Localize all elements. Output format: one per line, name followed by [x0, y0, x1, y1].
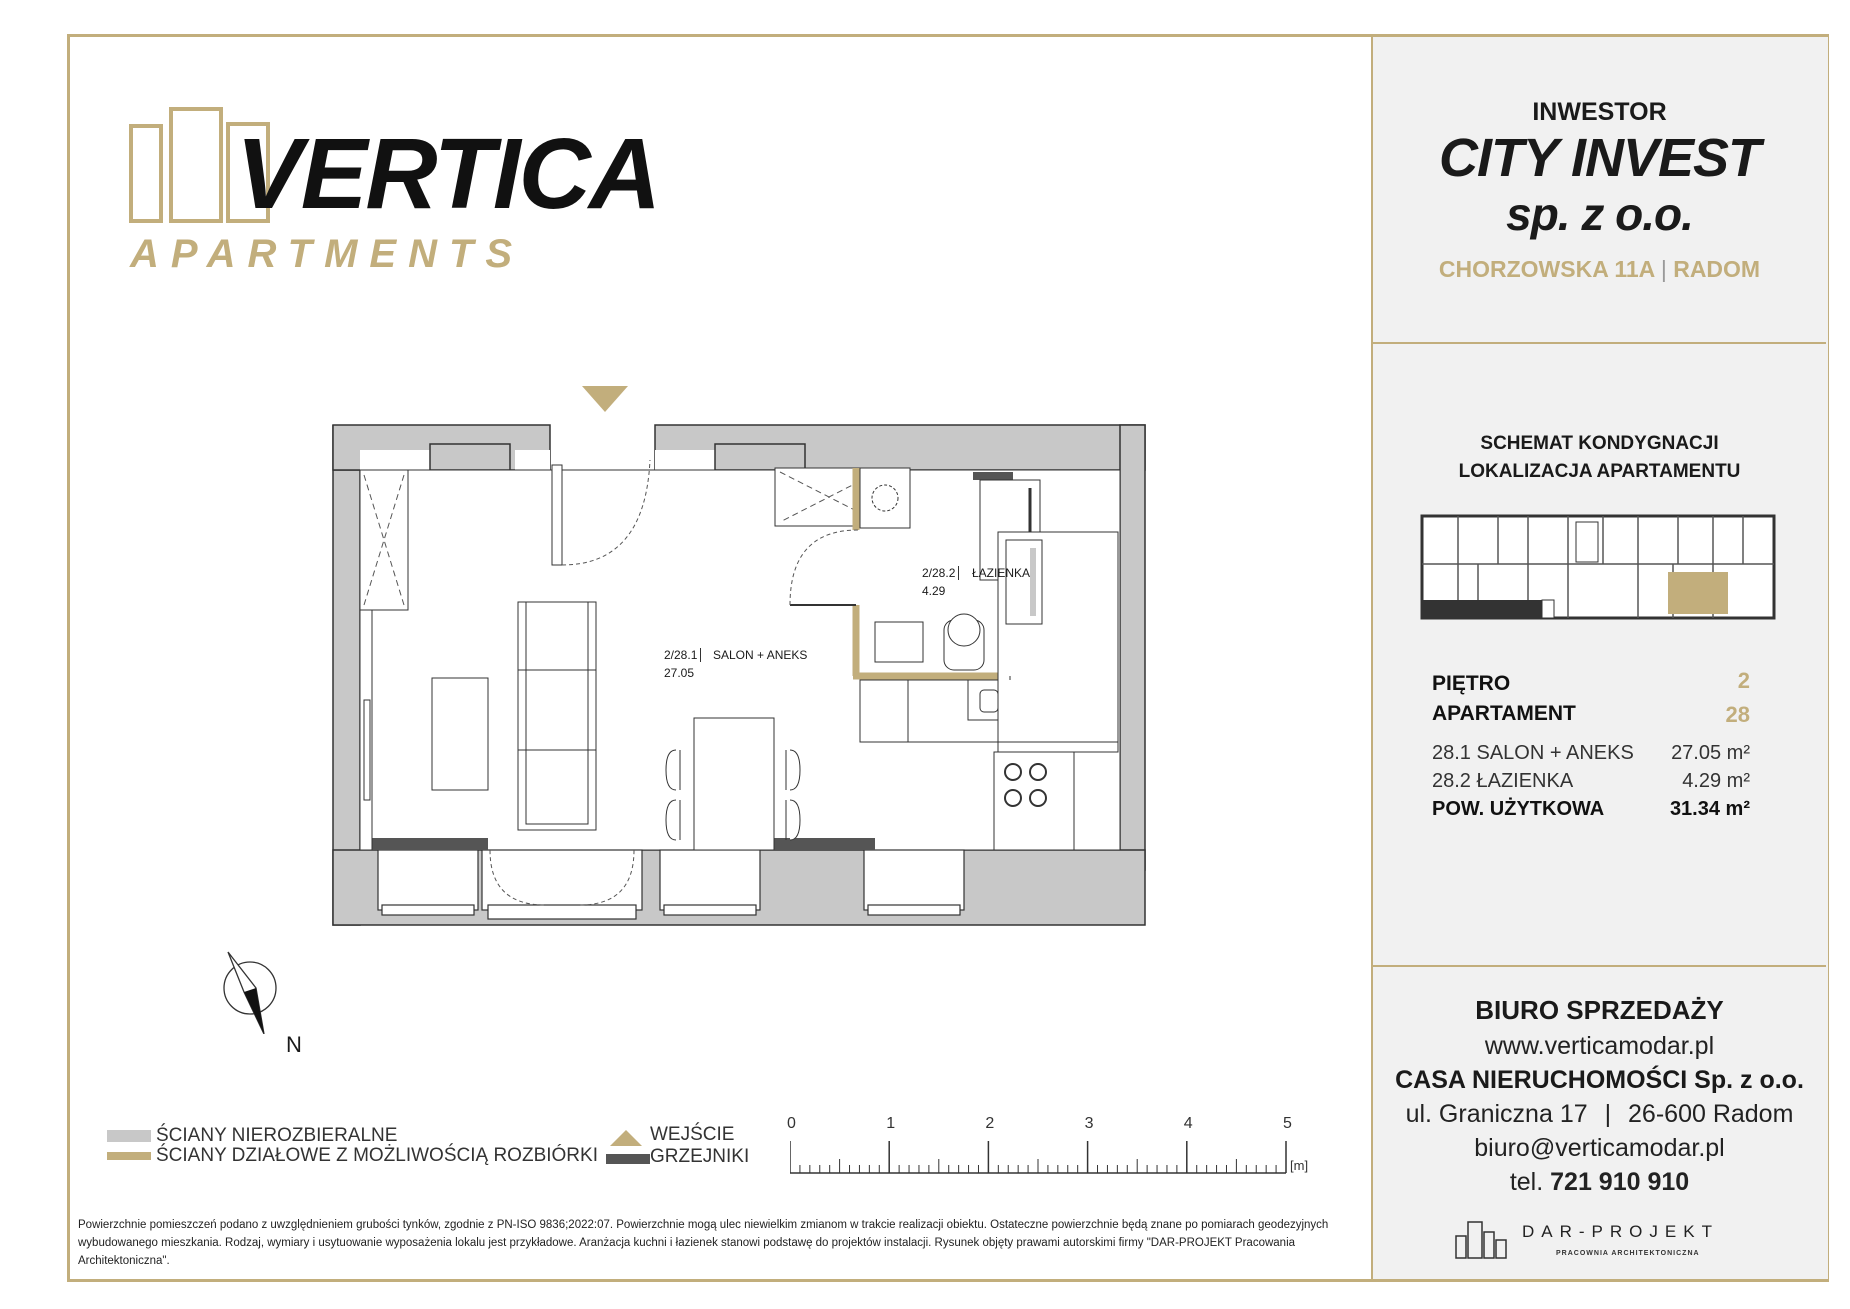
room2-area: 4.29: [922, 584, 946, 598]
investor-company-line1: CITY INVEST: [1438, 128, 1761, 188]
room1-area: 27.05: [664, 666, 695, 680]
room1-name: SALON + ANEKS: [713, 648, 808, 662]
sales-company: CASA NIERUCHOMOŚCI Sp. z o.o.: [1395, 1066, 1804, 1094]
apartment-location-highlight: [1668, 572, 1728, 614]
logo-wordmark: VERTICA: [236, 118, 660, 230]
sales-phone[interactable]: [1373, 1168, 1826, 1197]
investor-label: INWESTOR: [1532, 98, 1667, 126]
sales-street: ul. Graniczna 17: [1405, 1100, 1588, 1128]
legend-bearing-walls: ŚCIANY NIEROZBIERALNE: [156, 1125, 398, 1146]
room-row-name: 28.2 ŁAZIENKA: [1432, 770, 1574, 792]
architect-building-icon: [1452, 1218, 1512, 1260]
scale-tick-label: 1: [886, 1115, 896, 1132]
floor-scheme-thumbnail: [1418, 512, 1778, 622]
investor-address: CHORZOWSKA 11A | RADOM: [1438, 256, 1761, 282]
sales-title: BIURO SPRZEDAŻY: [1475, 995, 1724, 1025]
apartment-label: APARTAMENT: [1432, 702, 1576, 725]
room-row-name: 28.1 SALON + ANEKS: [1432, 742, 1634, 764]
scale-bar-graphic: [790, 1115, 1310, 1175]
legend-partition-walls: ŚCIANY DZIAŁOWE Z MOŻLIWOŚCIĄ ROZBIÓRKI: [156, 1145, 598, 1166]
sales-city: 26-600 Radom: [1628, 1100, 1794, 1128]
sales-website[interactable]: www.verticamodar.pl: [1484, 1032, 1715, 1060]
vertica-logo: [128, 106, 660, 286]
sales-email[interactable]: biuro@verticamodar.pl: [1474, 1134, 1725, 1162]
floor-value: 2: [1737, 668, 1750, 693]
scale-tick-label: 4: [1183, 1115, 1193, 1132]
sales-divider: |: [1604, 1100, 1612, 1128]
scale-bar: [787, 1115, 1310, 1175]
footer-disclaimer: Powierzchnie pomieszczeń podano z uwzględnieniem grubości tynków, zgodnie z PN-ISO 9836;2022:07. Powierzchnie mogą ulec niewielkim zmianom w trakcie realizacji obiektu. Ostateczne powierzchnie będą znane po pomiarach geodezyjnych wybudowanego mieszkania. Rodzaj, wymiary i usytuowanie wyposażenia lokalu jest przykładowe. Aranżacja kuchni i łazienek stanowi podstawę do projektów instalacji. Rysunek objęty prawami autorskimi firmy "DAR-PROJEKT Pracowania Architektoniczna".: [78, 1219, 1329, 1267]
scale-tick-label: 2: [985, 1115, 995, 1132]
logo-subtitle: APARTMENTS: [130, 232, 525, 276]
address-city: RADOM: [1673, 256, 1761, 282]
sidebar-divider-bottom: [1373, 965, 1826, 967]
scheme-line2: LOKALIZACJA APARTAMENTU: [1458, 461, 1741, 482]
windows: [378, 850, 964, 919]
scale-tick-label: 5: [1283, 1115, 1292, 1132]
architect-subtitle: PRACOWNIA ARCHITEKTONICZNA: [1556, 1250, 1700, 1257]
apartment-value: 28: [1725, 702, 1750, 727]
scale-tick-label: 3: [1084, 1115, 1094, 1132]
north-arrow-icon: [220, 944, 290, 1034]
legend-radiators: GRZEJNIKI: [650, 1146, 750, 1167]
north-label: N: [286, 1032, 302, 1057]
scale-unit: [m]: [1290, 1158, 1309, 1173]
legend-swatch-bearing: [107, 1130, 151, 1142]
total-area-label: POW. UŻYTKOWA: [1432, 798, 1605, 820]
entrance-marker-icon: [582, 386, 628, 412]
room2-name: ŁAZIENKA: [972, 566, 1031, 580]
scheme-title: [1373, 430, 1826, 486]
legend-entrance: WEJŚCIE: [650, 1124, 735, 1145]
total-area-value: 31.34 m²: [1669, 798, 1750, 820]
scale-tick-label: 0: [787, 1115, 796, 1132]
sales-tel-label: tel.: [1509, 1168, 1544, 1196]
floor-label: PIĘTRO: [1432, 672, 1511, 695]
scheme-line1: SCHEMAT KONDYGNACJI: [1480, 433, 1719, 454]
room-row-area: 27.05 m²: [1671, 742, 1750, 764]
room1-code: 2/28.1: [664, 648, 701, 662]
address-street: CHORZOWSKA 11A: [1438, 256, 1655, 282]
sales-tel-number: 721 910 910: [1550, 1168, 1690, 1196]
sidebar-divider-top: [1373, 342, 1826, 344]
room2-code: 2/28.2: [922, 566, 959, 580]
legend-swatch-radiator: [606, 1154, 650, 1164]
legend-swatch-partition: [107, 1152, 151, 1160]
architect-name: DAR-PROJEKT: [1522, 1222, 1719, 1241]
legend-entrance-icon: [606, 1128, 646, 1148]
room-row-area: 4.29 m²: [1682, 770, 1750, 792]
investor-company-line2: sp. z o.o.: [1506, 188, 1693, 240]
sales-address: [1373, 1100, 1826, 1129]
